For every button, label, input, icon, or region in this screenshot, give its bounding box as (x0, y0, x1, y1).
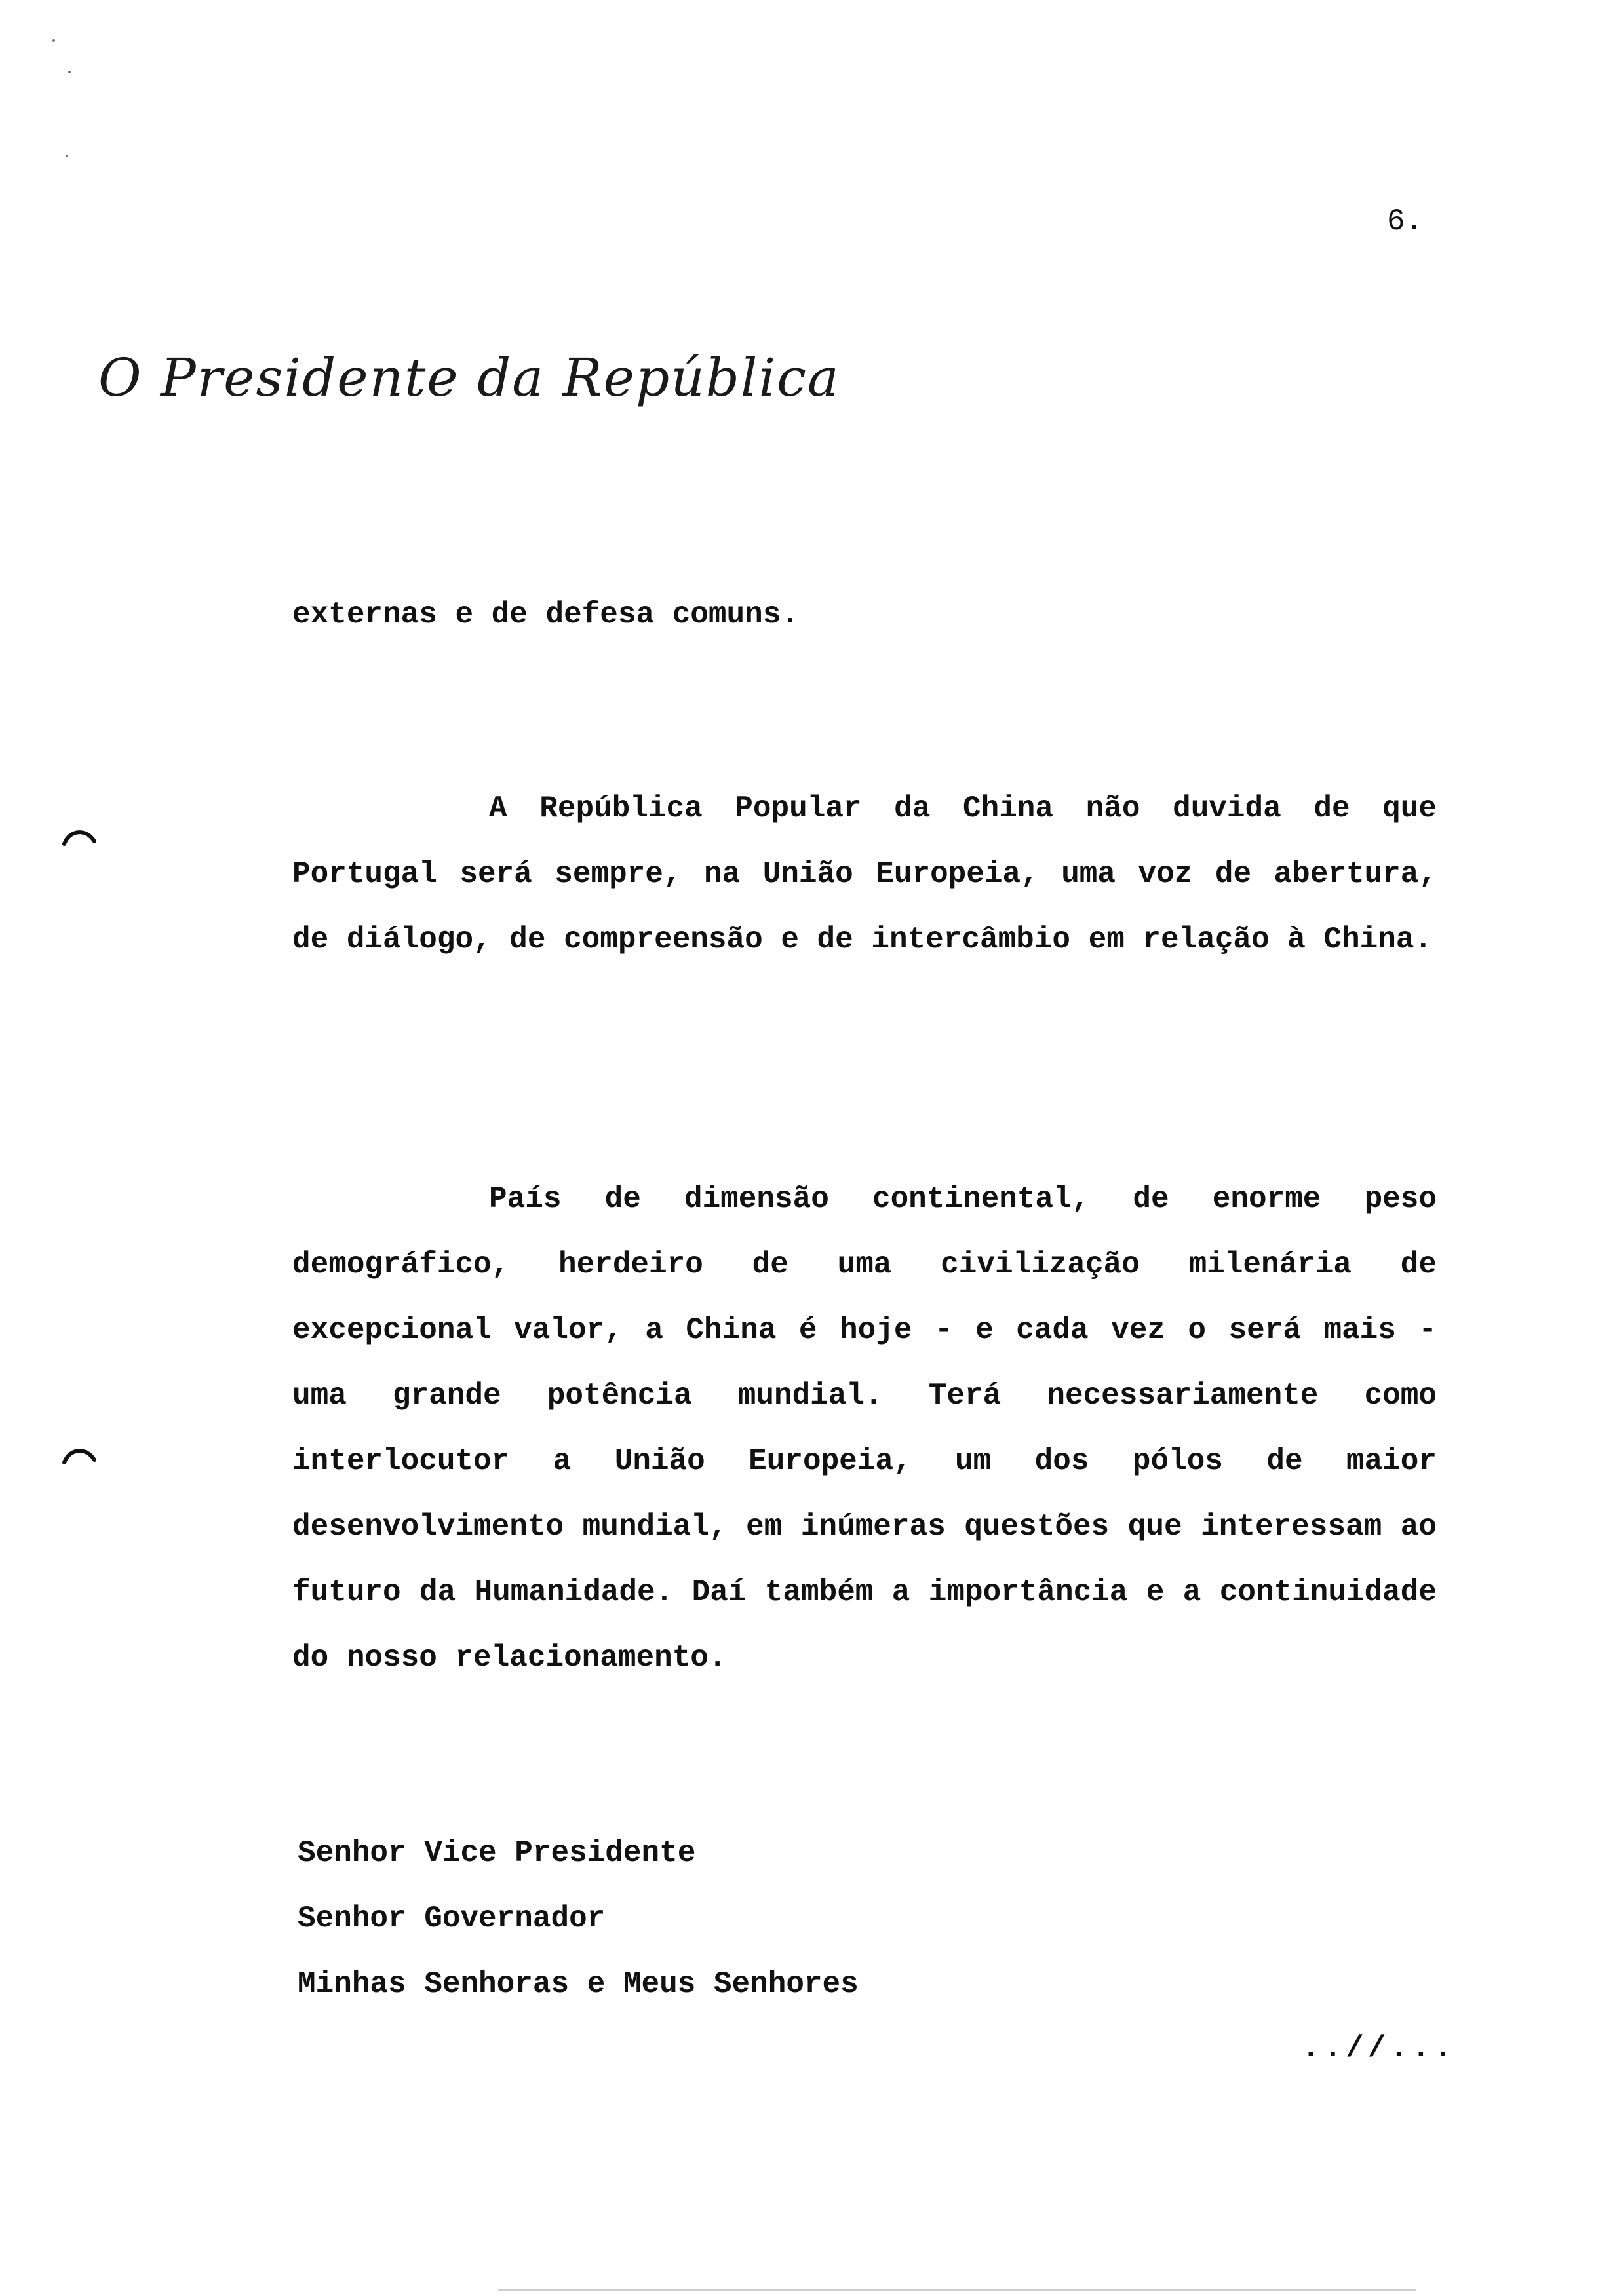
paragraph-1 (292, 582, 1437, 647)
continuation-mark: ..//... (1302, 2031, 1456, 2065)
salutation-line: Senhor Governador (298, 1902, 606, 1936)
paragraph-text: externas e de defesa comuns. (292, 598, 799, 632)
punch-hole-mark-icon (60, 820, 97, 857)
scan-speck (52, 39, 55, 42)
scan-speck (66, 155, 68, 157)
salutation-line: Senhor Vice Presidente (298, 1836, 696, 1870)
paragraph-text: País de dimensão continental, de enorme peso demográfico, herdeiro de uma civilização milenária de excepcional valor, a China é hoje - e cada vez o será mais - uma grande potência mundial. Terá necessariamente como interlocutor a União Europeia, um dos pólos de maior desenvolvimento mundial, em inúmeras questões que interessam ao futuro da Humanidade. Daí também a importância e a continuidade do nosso relacionamento. (292, 1182, 1437, 1675)
scan-edge-line (498, 2289, 1416, 2291)
letterhead-title: O Presidente da República (98, 347, 840, 408)
paragraph-text: A República Popular da China não duvida de que Portugal será sempre, na União Europeia, uma voz de abertura, de diálogo, de compreensão e de intercâmbio em relação à China. (292, 792, 1437, 957)
paragraph-2 (292, 776, 1437, 972)
salutation-line: Minhas Senhoras e Meus Senhores (298, 1967, 859, 2001)
scan-speck (68, 71, 71, 73)
salutations-block (298, 1820, 859, 2017)
punch-hole-mark-icon (60, 1439, 97, 1476)
paragraph-3 (292, 1166, 1437, 1691)
page-number: 6. (1387, 204, 1424, 239)
